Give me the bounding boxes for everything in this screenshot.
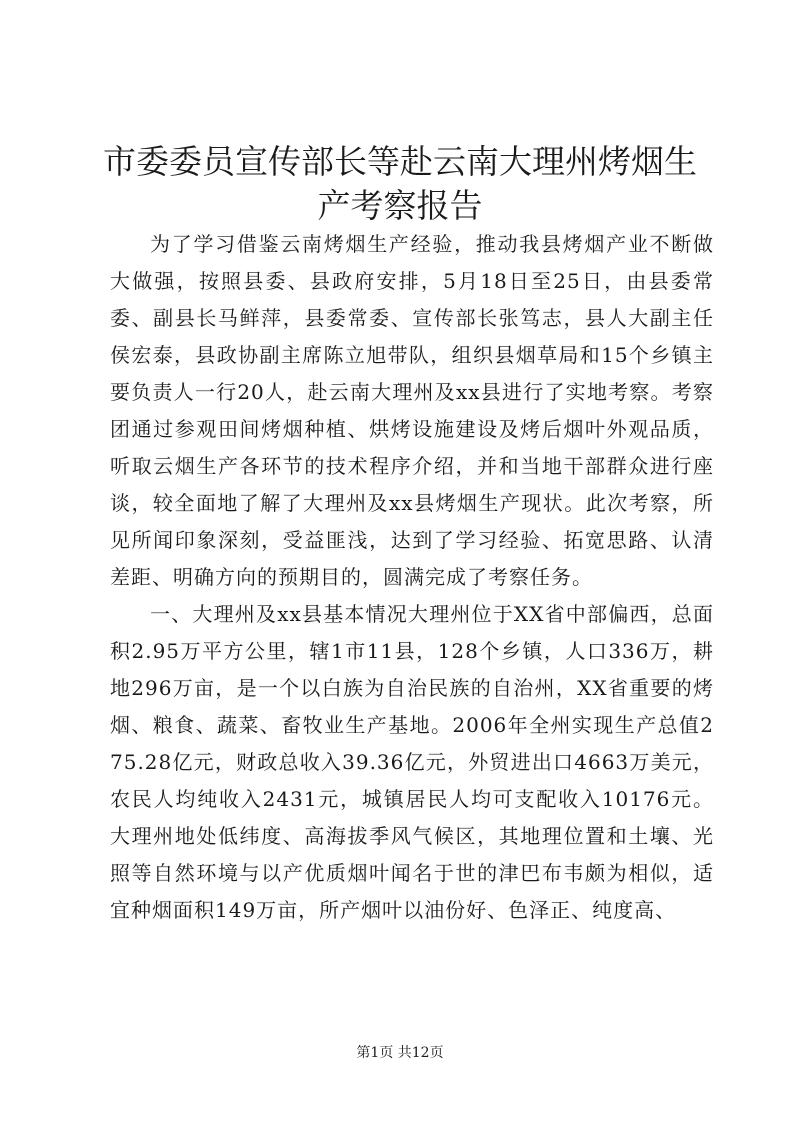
document-body: [110, 226, 714, 929]
page-footer: [0, 1043, 800, 1063]
page-number: 第1页 共12页: [356, 1045, 444, 1061]
paragraph-section-one: 一、大理州及xx县基本情况大理州位于XX省中部偏西，总面积2.95万平方公里，辖1市11县，128个乡镇，人口336万，耕地296万亩，是一个以白族为自治民族的自治州，XX省重要的烤烟、粮食、蔬菜、畜牧业生产基地。2006年全州实现生产总值275.28亿元，财政总收入39.36亿元，外贸进出口4663万美元，农民人均纯收入2431元，城镇居民人均可支配收入10176元。大理州地处低纬度、高海拔季风气候区，其地理位置和土壤、光照等自然环境与以产优质烟叶闻名于世的津巴布韦颇为相似，适宜种烟面积149万亩，所产烟叶以油份好、色泽正、纯度高、: [110, 602, 714, 922]
paragraph-intro: 为了学习借鉴云南烤烟生产经验，推动我县烤烟产业不断做大做强，按照县委、县政府安排，5月18日至25日，由县委常委、副县长马鲜萍，县委常委、宣传部长张笃志，县人大副主任侯宏泰，县政协副主席陈立旭带队，组织县烟草局和15个乡镇主要负责人一行20人，赴云南大理州及xx县进行了实地考察。考察团通过参观田间烤烟种植、烘烤设施建设及烤后烟叶外观品质，听取云烟生产各环节的技术程序介绍，并和当地干部群众进行座谈，较全面地了解了大理州及xx县烤烟生产现状。此次考察，所见所闻印象深刻，受益匪浅，达到了学习经验、拓宽思路、认清差距、明确方向的预期目的，圆满完成了考察任务。: [110, 232, 714, 589]
document-title: 市委委员宣传部长等赴云南大理州烤烟生产考察报告: [103, 142, 697, 225]
